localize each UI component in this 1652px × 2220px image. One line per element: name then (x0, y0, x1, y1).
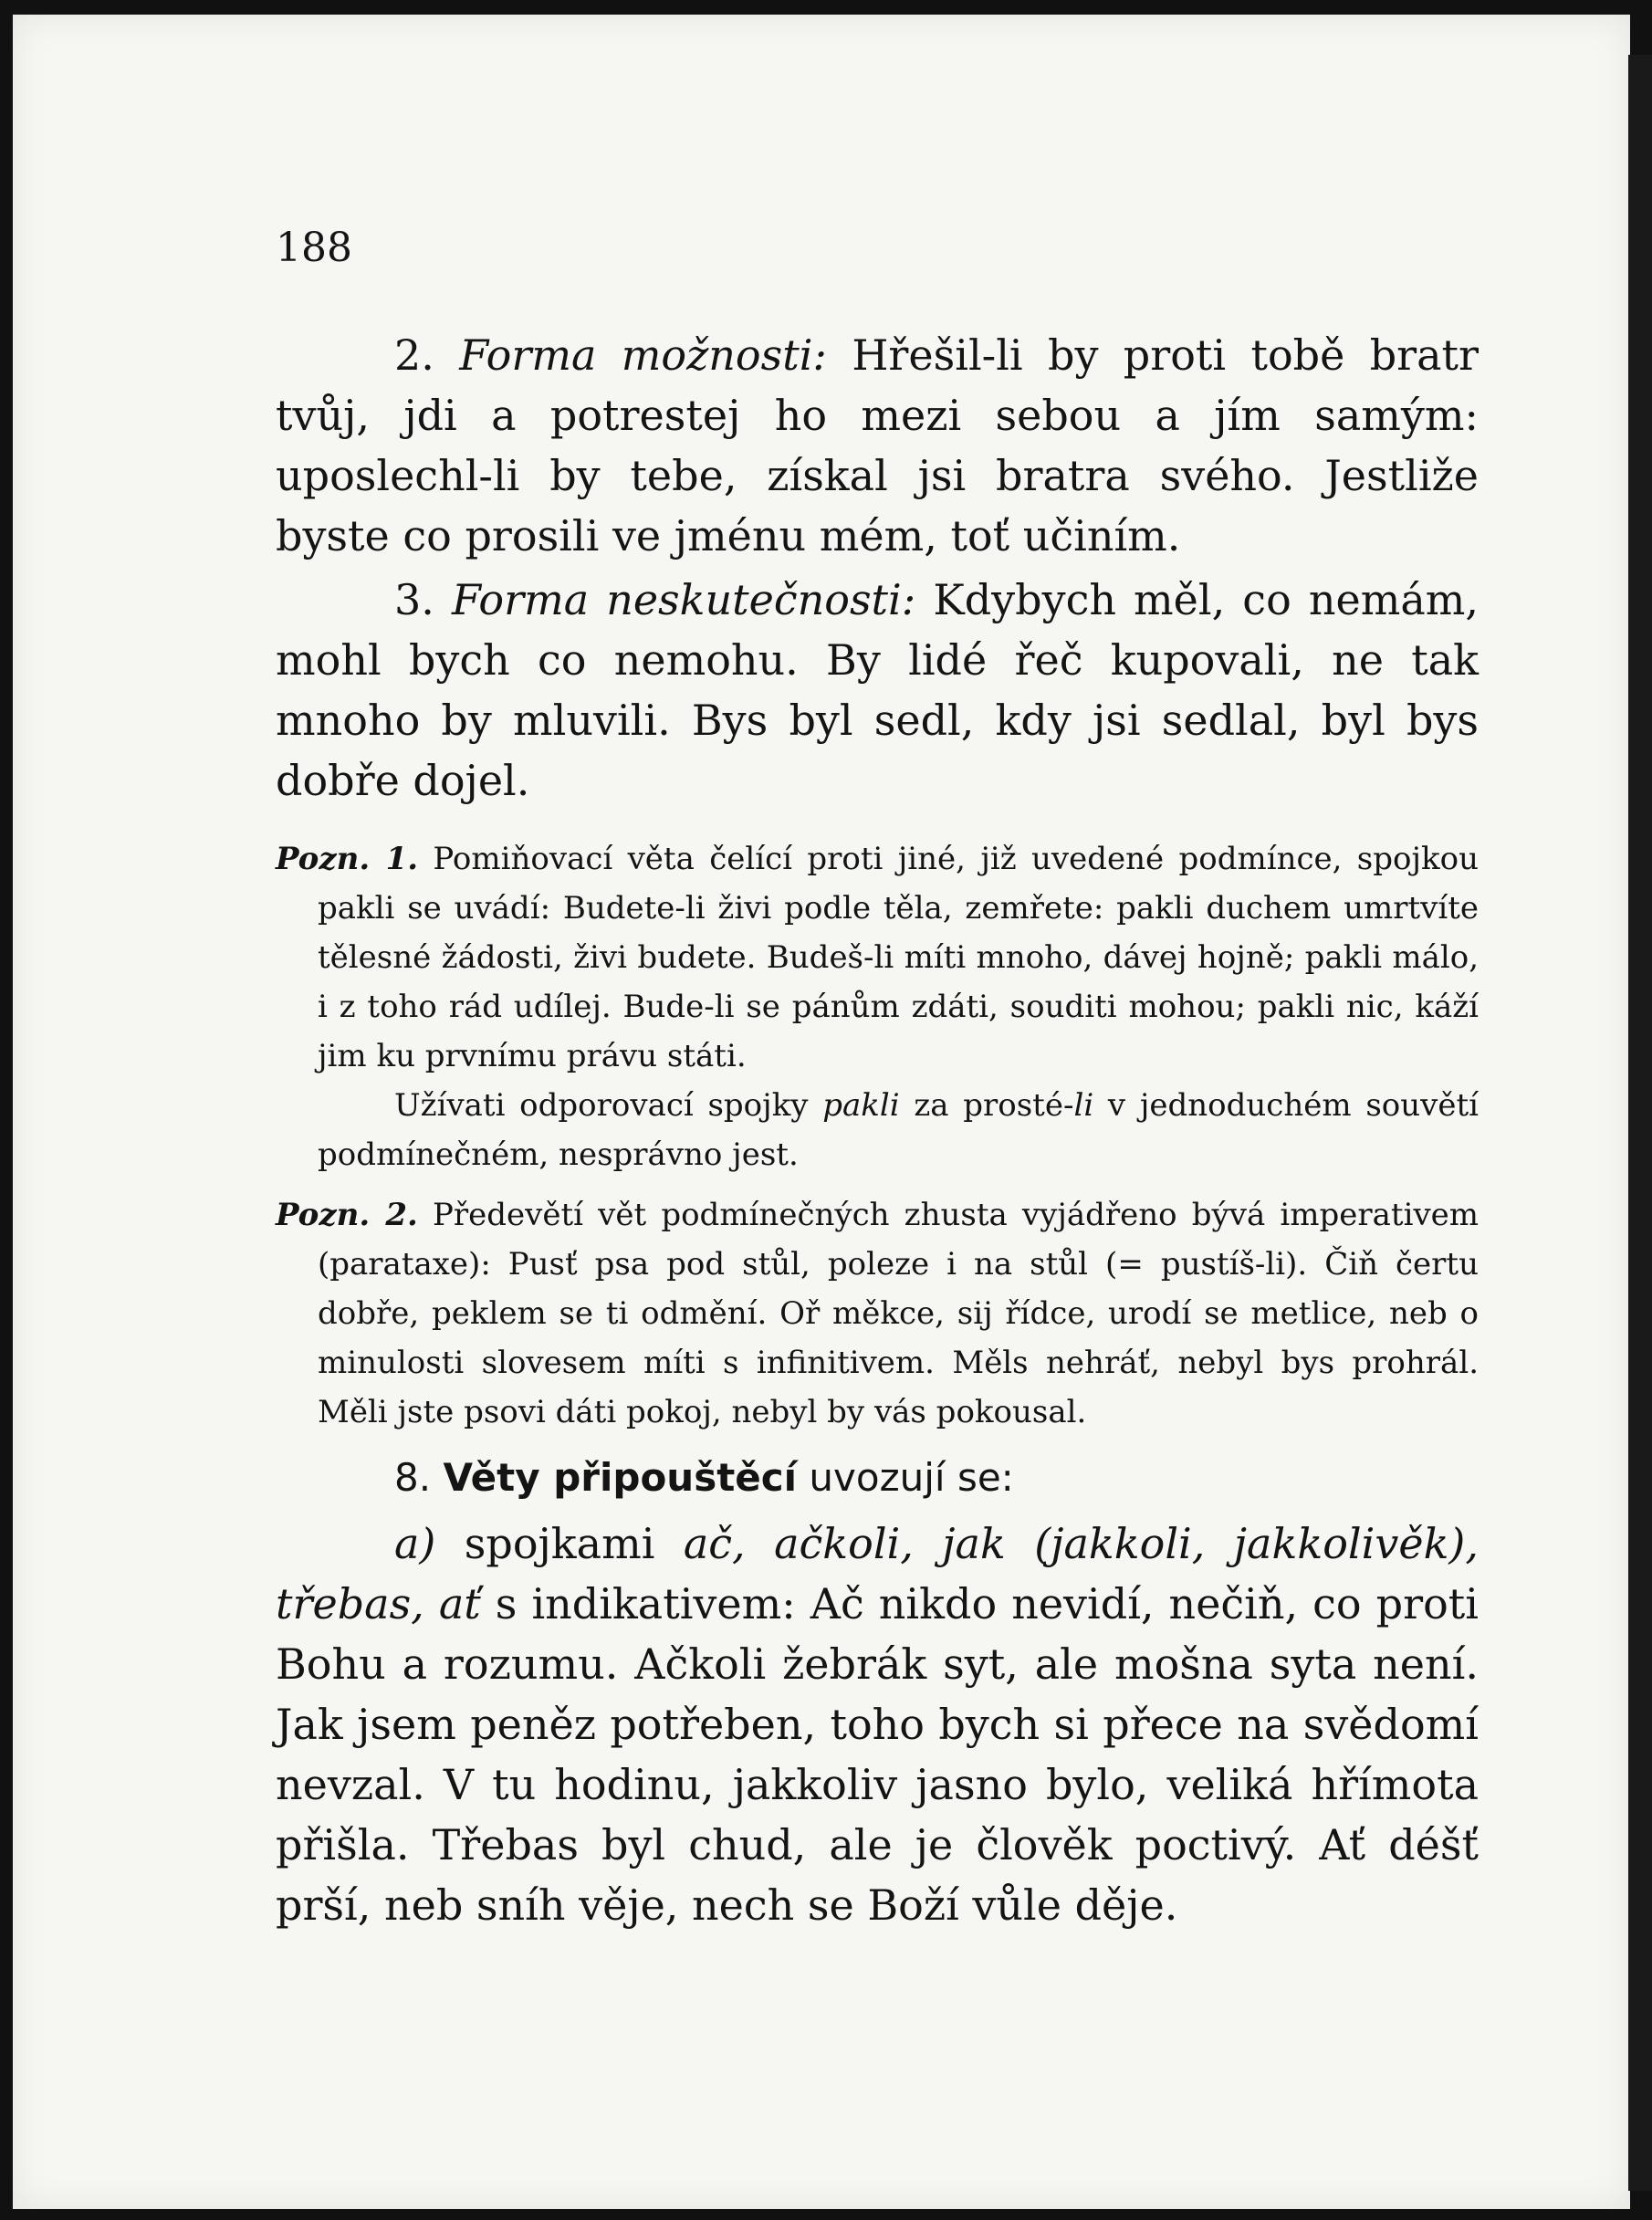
note-1 (276, 834, 1479, 1081)
conjunctions-list: ač, ačkoli, jak (jakkoli, jakkolivěk), (683, 1519, 1479, 1568)
section-heading-8 (276, 1448, 1479, 1508)
note-text: Užívati odporovací spojky (394, 1087, 809, 1124)
section-number: 2. (394, 330, 434, 380)
paragraph-concessive-a (276, 1513, 1479, 1935)
heading-rest: uvozují se: (809, 1455, 1014, 1500)
paragraph-text: spojkami (464, 1519, 655, 1568)
binding-edge (1628, 55, 1652, 2191)
page-content (276, 223, 1479, 1935)
note-1-continuation (276, 1081, 1479, 1179)
note-text: Předevětí vět podmínečných zhusta vyjádřeno bývá imperativem (parataxe): Pusť psa pod stůl, poleze i na stůl (= pustíš-li). Čiň čertu dobře, peklem se ti odmění. Oř měkce, sij řídce, urodí se metlice, neb o minulosti slovesem míti s infinitivem. Měls nehráť, nebyl bys prohrál. Měli jste psovi dáti pokoj, nebyl by vás pokousal. (318, 1197, 1479, 1430)
paper-sheet (13, 15, 1630, 2209)
section-text: Hřešil-li by proti tobě bratr tvůj, jdi a potrestej ho mezi sebou a jím samým: uposlechl-li by tebe, získal jsi bratra svého. Jestliže byste co prosili ve jménu mém, toť učiním. (276, 330, 1479, 560)
list-marker: a) (394, 1519, 436, 1568)
note-text: Pomiňovací věta čelící proti jiné, již uvedené podmínce, spojkou pakli se uvádí: Budete-li živi podle těla, zemřete: pakli duchem umrtvíte tělesné žádosti, živi budete. Budeš-li míti mnoho, dávej hojně; pakli málo, i z toho rád udílej. Bude-li se pánům zdáti, souditi mohou; pakli nic, káží jim ku prvnímu právu státi. (318, 841, 1479, 1074)
note-keyword: pakli (822, 1087, 900, 1124)
note-label: Pozn. 1. (276, 841, 419, 877)
heading-number: 8. (394, 1455, 432, 1500)
note-text: v jednoduchém souvětí podmínečném, nesprávno jest. (318, 1087, 1479, 1173)
notes-block (276, 834, 1479, 1437)
section-label: Forma neskutečnosti: (451, 575, 916, 624)
heading-title: Věty připouštěcí (443, 1455, 798, 1500)
section-number: 3. (394, 575, 434, 624)
note-keyword: li (1073, 1087, 1094, 1124)
page-number: 188 (276, 225, 352, 271)
paragraph-text: s indikativem: Ač nikdo nevidí, nečiň, co proti Bohu a rozumu. Ačkoli žebrák syt, ale mošna syta není. Jak jsem peněz potřeben, toho bych si přece na svědomí nevzal. V tu hodinu, jakkoliv jasno bylo, veliká hřímota přišla. Třebas byl chud, ale je člověk poctivý. Ať déšť prší, neb sníh věje, nech se Boží vůle děje. (276, 1579, 1479, 1930)
note-text: za prosté- (914, 1087, 1074, 1124)
section-text: Kdybych měl, co nemám, mohl bych co nemohu. By lidé řeč kupovali, ne tak mnoho by mluvili. Bys byl sedl, kdy jsi sedlal, byl bys dobře dojel. (276, 575, 1479, 805)
paragraph-form-unreality (276, 570, 1479, 811)
section-label: Forma možnosti: (459, 330, 827, 380)
note-2 (276, 1190, 1479, 1437)
paragraph-form-possibility (276, 325, 1479, 566)
note-label: Pozn. 2. (276, 1197, 418, 1233)
conjunctions-list: třebas, ať (276, 1579, 481, 1628)
